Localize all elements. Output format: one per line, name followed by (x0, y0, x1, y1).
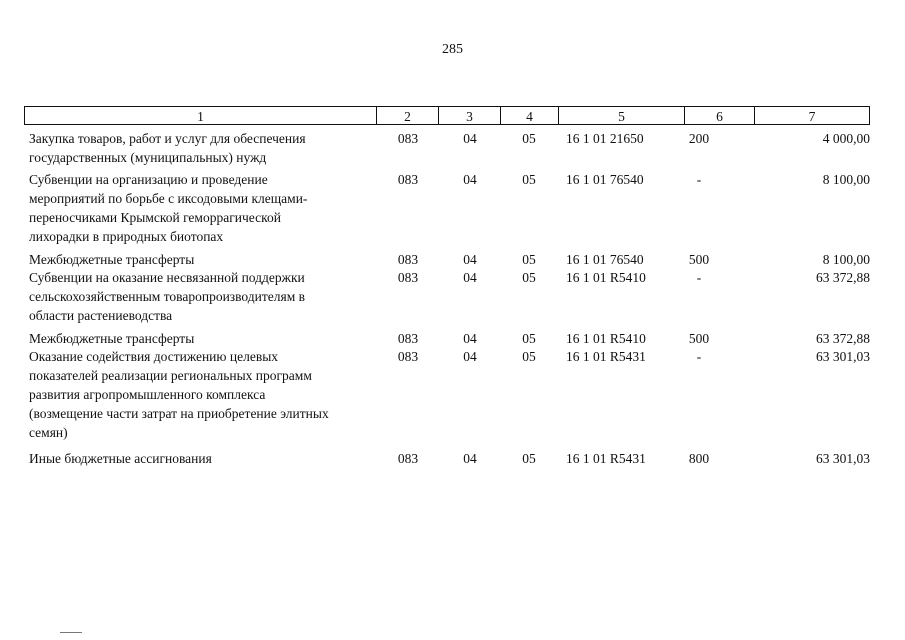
cell-c3: 04 (463, 252, 477, 267)
cell-c3: 04 (463, 131, 477, 146)
cell-c6: 500 (688, 331, 710, 346)
description-line: Оказание содействия достижению целевых (29, 349, 279, 364)
header-cell-6: 6 (684, 106, 754, 125)
cell-c2: 083 (397, 451, 419, 466)
cell-c6: - (696, 270, 702, 285)
description-line: государственных (муниципальных) нужд (29, 150, 267, 165)
cell-c7: 63 372,88 (816, 331, 870, 346)
cell-c5: 16 1 01 R5431 (566, 451, 646, 466)
row-description (29, 250, 374, 269)
description-line: переносчиками Крымской геморрагической (29, 210, 281, 225)
cell-c7: 4 000,00 (822, 131, 870, 146)
cell-c2: 083 (397, 270, 419, 285)
cell-c3: 04 (463, 172, 477, 187)
header-cell-5: 5 (558, 106, 684, 125)
cell-c7: 8 100,00 (822, 252, 870, 267)
cell-c2: 083 (397, 252, 419, 267)
cell-c2: 083 (397, 331, 419, 346)
cell-c5: 16 1 01 76540 (566, 172, 644, 187)
cell-c5: 16 1 01 R5431 (566, 349, 646, 364)
description-line: сельскохозяйственным товаропроизводителям в (29, 289, 305, 304)
cell-c4: 05 (522, 172, 536, 187)
description-line: показателей реализации региональных программ (29, 368, 312, 383)
cell-c7: 63 301,03 (816, 451, 870, 466)
cell-c4: 05 (522, 252, 536, 267)
description-line: (возмещение части затрат на приобретение элитных (29, 406, 329, 421)
page-number: 285 (442, 42, 463, 57)
description-line: Межбюджетные трансферты (29, 252, 195, 267)
description-line: области растениеводства (29, 308, 173, 323)
scan-mark (60, 632, 82, 636)
cell-c2: 083 (397, 349, 419, 364)
description-line: Межбюджетные трансферты (29, 331, 195, 346)
description-line: лихорадки в природных биотопах (29, 229, 224, 244)
cell-c6: 200 (688, 131, 710, 146)
cell-c3: 04 (463, 349, 477, 364)
cell-c2: 083 (397, 131, 419, 146)
cell-c5: 16 1 01 R5410 (566, 270, 646, 285)
cell-c7: 63 372,88 (816, 270, 870, 285)
header-cell-4: 4 (500, 106, 558, 125)
cell-c3: 04 (463, 270, 477, 285)
header-cell-7: 7 (754, 106, 870, 125)
cell-c2: 083 (397, 172, 419, 187)
cell-c6: 800 (688, 451, 710, 466)
description-line: развития агропромышленного комплекса (29, 387, 266, 402)
cell-c4: 05 (522, 331, 536, 346)
description-line: мероприятий по борьбе с иксодовыми клещами- (29, 191, 308, 206)
cell-c4: 05 (522, 131, 536, 146)
cell-c4: 05 (522, 349, 536, 364)
row-description (29, 347, 374, 442)
description-line: Субвенции на организацию и проведение (29, 172, 268, 187)
description-line: семян) (29, 425, 68, 440)
header-cell-1: 1 (24, 106, 376, 125)
cell-c7: 63 301,03 (816, 349, 870, 364)
row-description (29, 268, 374, 325)
header-cell-3: 3 (438, 106, 500, 125)
cell-c6: 500 (688, 252, 710, 267)
cell-c3: 04 (463, 451, 477, 466)
cell-c5: 16 1 01 76540 (566, 252, 644, 267)
cell-c3: 04 (463, 331, 477, 346)
row-description (29, 129, 374, 167)
cell-c4: 05 (522, 270, 536, 285)
cell-c6: - (696, 349, 702, 364)
row-description (29, 449, 374, 468)
description-line: Субвенции на оказание несвязанной поддержки (29, 270, 305, 285)
row-description (29, 170, 374, 246)
description-line: Иные бюджетные ассигнования (29, 451, 212, 466)
cell-c5: 16 1 01 21650 (566, 131, 644, 146)
table-header (24, 106, 870, 126)
cell-c5: 16 1 01 R5410 (566, 331, 646, 346)
cell-c6: - (696, 172, 702, 187)
row-description (29, 329, 374, 348)
description-line: Закупка товаров, работ и услуг для обеспечения (29, 131, 306, 146)
header-cell-2: 2 (376, 106, 438, 125)
cell-c7: 8 100,00 (822, 172, 870, 187)
cell-c4: 05 (522, 451, 536, 466)
